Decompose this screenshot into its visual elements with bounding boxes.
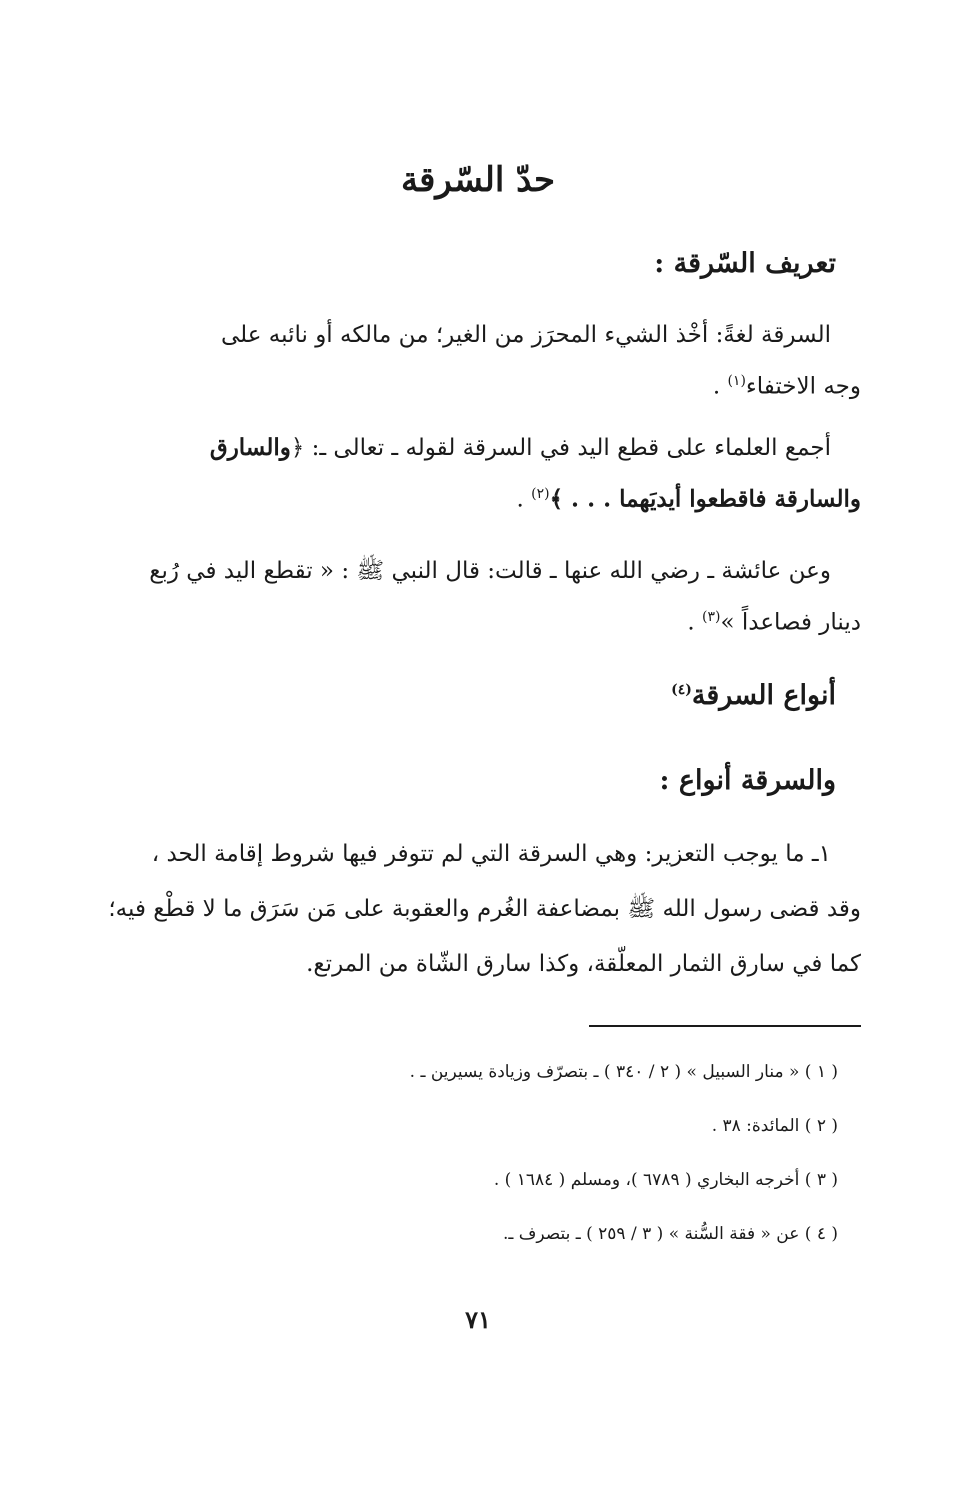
page-number: ٧١ <box>465 1305 491 1334</box>
ijma-paragraph <box>101 425 861 523</box>
footnote-ref-4: (٤) <box>671 682 692 698</box>
ijma-line-2 <box>101 471 861 523</box>
definition-line-2 <box>101 358 861 410</box>
types-line-1: ١ـ ما يوجب التعزير: وهي السرقة التي لم تتوفر فيها شروط إقامة الحد ، <box>151 841 831 867</box>
definition-heading: تعريف السّرقة : <box>654 248 836 279</box>
definition-paragraph <box>101 312 861 410</box>
hadith-end: . <box>687 609 695 636</box>
page-title: حدّ السّرقة <box>400 160 556 200</box>
types-heading-text: أنواع السرقة <box>691 680 836 711</box>
definition-end: . <box>712 373 721 400</box>
definition-line-1: السرقة لغةً: أخْذ الشيء المحرَز من الغير؛ من مالكه أو نائبه على <box>220 322 831 348</box>
types-subheading: والسرقة أنواع : <box>659 765 836 796</box>
footnote-item: ( ٢ ) المائدة: ٣٨ . <box>711 1116 838 1136</box>
footnote-ref-1: (١) <box>727 373 746 389</box>
footnotes-list <box>118 1045 838 1261</box>
footnote-ref-2: (٢) <box>531 486 550 502</box>
footnote-divider <box>589 1025 861 1027</box>
footnote-item: ( ٣ ) أخرجه البخاري ( ٦٧٨٩ )، ومسلم ( ١٦٨٤ ) . <box>493 1170 838 1190</box>
ijma-line-1 <box>101 425 861 471</box>
ijma-line-1-text: أجمع العلماء على قطع اليد في السرقة لقوله ـ تعالى ـ: ﴿ <box>290 435 831 461</box>
hadith-line-2-text: دينار فصاعداً » <box>720 609 861 636</box>
hadith-paragraph <box>101 548 861 646</box>
verse-start: والسارق <box>209 434 291 461</box>
types-paragraph <box>101 827 861 992</box>
footnote-item: ( ١ ) « منار السبيل » ( ٢ / ٣٤٠ ) ـ بتصرّف وزيادة يسيرين ـ . <box>409 1062 838 1082</box>
footnote-ref-3: (٣) <box>702 609 721 625</box>
hadith-line-1: وعن عائشة ـ رضي الله عنها ـ قالت: قال النبي ﷺ : « تقطع اليد في رُبع <box>149 558 831 584</box>
ijma-end: . <box>516 486 524 513</box>
types-line-2: وقد قضى رسول الله ﷺ بمضاعفة الغُرم والعقوبة على مَن سَرَق ما لا قطْع فيه؛ <box>108 896 861 922</box>
verse-end: والسارقة فاقطعوا أيديَهما . . . ﴾ <box>549 485 861 513</box>
footnote-item: ( ٤ ) عن « فقة السُّنة » ( ٣ / ٢٥٩ ) ـ بتصرف ـ. <box>502 1224 838 1244</box>
types-line-3: كما في سارق الثمار المعلّقة، وكذا سارق الشّاة من المرتع. <box>306 951 861 977</box>
definition-line-2-text: وجه الاختفاء <box>745 373 861 400</box>
hadith-line-2 <box>101 594 861 646</box>
types-heading <box>671 680 836 711</box>
